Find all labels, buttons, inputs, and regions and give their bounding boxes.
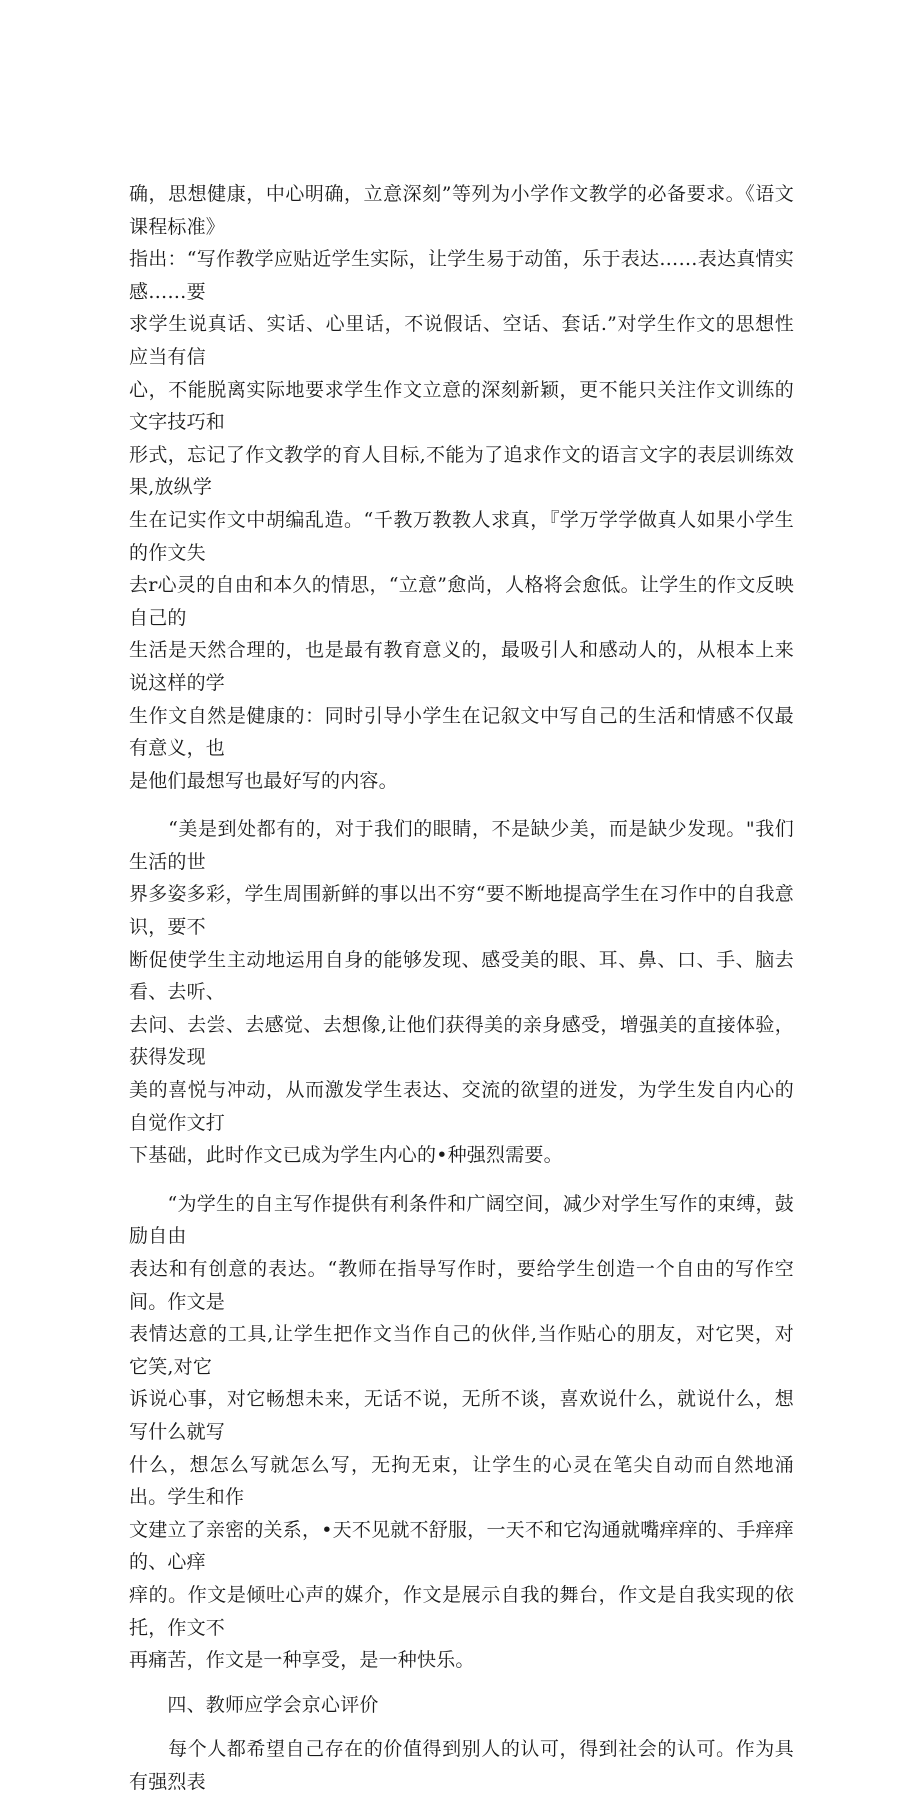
paragraph-1: 确，思想健康，中心明确，立意深刻”等列为小学作文教学的必备要求。《语文课程标准》 指出：“写作教学应贴近学生实际，让学生易于动笛，乐于表达……表达真情实感……要 求学生说真话、实话、心里话，不说假话、空话、套话.”对学生作文的思想性应当有信 心，不能脱离实际地要求学生作文立意的深刻新颖，更不能只关注作文训练的文字技巧和 形式，忘记了作文教学的育人目标,不能为了追求作文的语言文字的表层训练效果,放纵学 生在记实作文中胡编乱造。“千教万教教人求真，『学万学学做真人如果小学生的作文失 去r心灵的自由和本久的情思，“立意”愈尚，人格将会愈低。让学生的作文反映自己的 生活是天然合理的，也是最有教育意义的，最吸引人和感动人的，从根本上来说这样的学 生作文自然是健康的：同时引导小学生在记叙文中写自己的生活和情感不仅最有意义，也 是他们最想写也最好写的内容。: [129, 183, 794, 792]
document-body: [129, 178, 794, 1799]
paragraph-2: “美是到处都有的，对于我们的眼睛，不是缺少美，而是缺少发现。"我们生活的世 界多姿多彩，学生周围新鲜的事以出不穷“要不断地提高学生在习作中的自我意识，要不 断促使学生主动地运用自身的能够发现、感受美的眼、耳、鼻、口、手、脑去看、去听、 去问、去尝、去感觉、去想像,让他们获得美的亲身感受，增强美的直接体验，获得发现 美的喜悦与冲动，从而激发学生表达、交流的欲望的迸发，为学生发自内心的自觉作文打 下基础，此时作文已成为学生内心的•种强烈需要。: [129, 818, 794, 1167]
paragraph-4: 每个人都希望自己存在的价值得到别人的认可，得到社会的认可。作为具有强烈表: [129, 1738, 794, 1793]
paragraph-3: “为学生的自主写作提供有利条件和广阔空间，减少对学生写作的束缚，鼓励自由 表达和有创意的表达。“教师在指导写作时，要给学生创造一个自由的写作空间。作文是 表情达意的工具,让学生把作文当作自己的伙伴,当作贴心的朋友，对它哭，对它笑,对它 诉说心事，对它畅想未来，无话不说，无所不谈，喜欢说什么，就说什么，想写什么就写 什么，想怎么写就怎么写，无拘无束，让学生的心灵在笔尖自动而自然地涌出。学生和作 文建立了亲密的关系，•天不见就不舒服，一天不和它沟通就嘴痒痒的、手痒痒的、心痒 痒的。作文是倾吐心声的媒介，作文是展示自我的舞台，作文是自我实现的依托，作文不 再痛苦，作文是一种享受，是一种快乐。: [129, 1192, 794, 1672]
section-heading: 四、教师应学会京心评价: [129, 1693, 379, 1716]
